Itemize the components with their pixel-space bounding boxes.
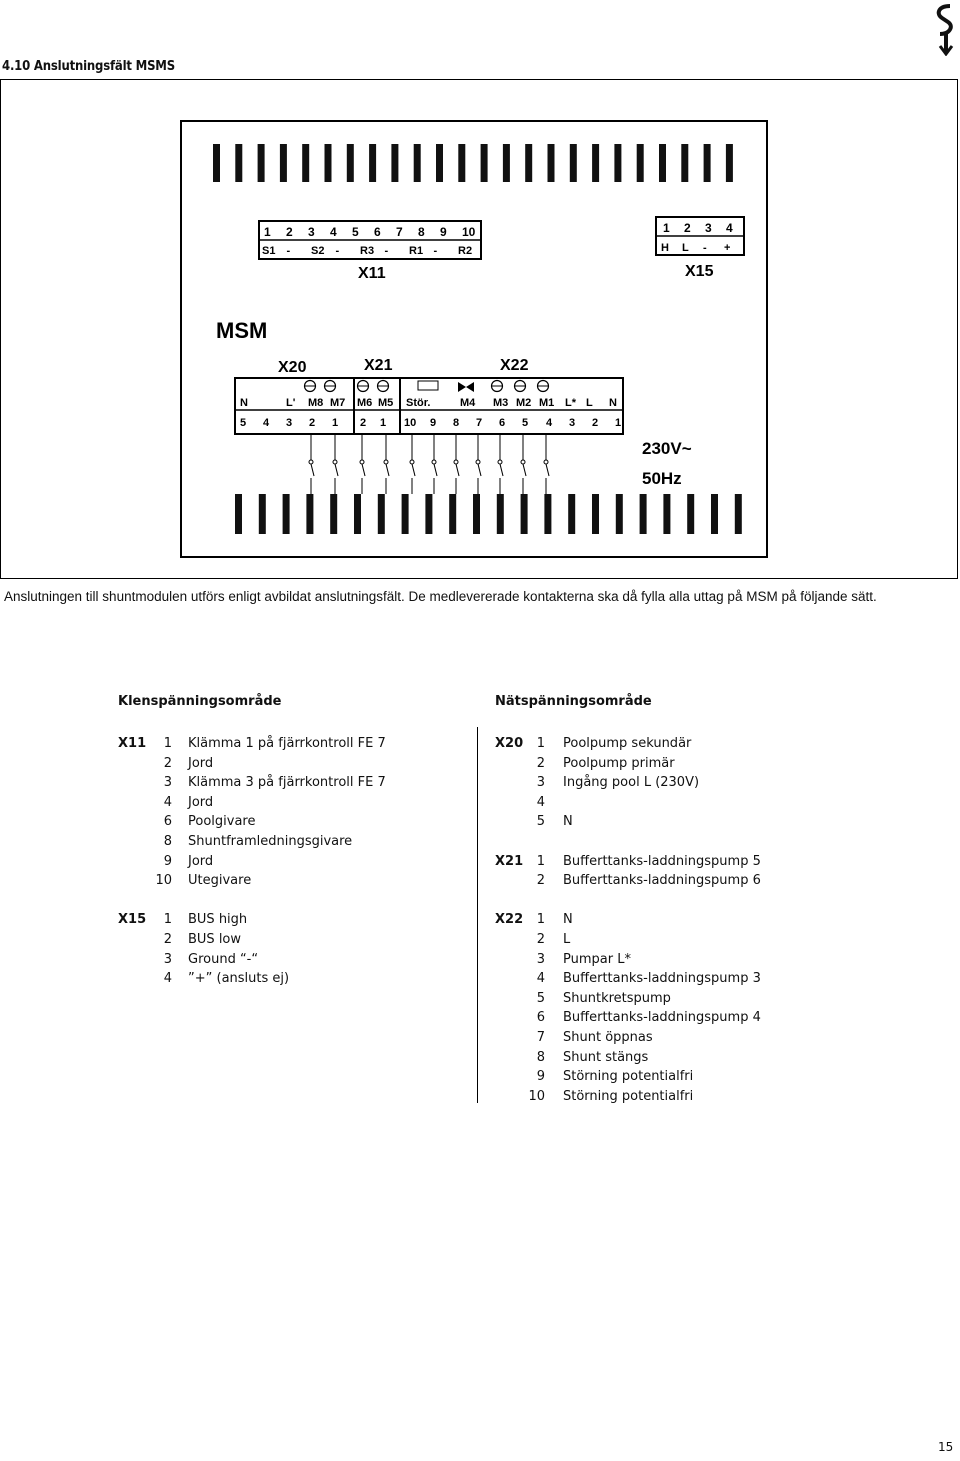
connector-pin — [325, 144, 332, 182]
connector-pin — [378, 494, 385, 534]
terminal-number: 8 — [536, 1049, 545, 1065]
connector-pin — [640, 494, 647, 534]
terminal-number: 1 — [615, 417, 622, 429]
connector-pin — [213, 144, 220, 182]
terminal-number: 9 — [163, 853, 172, 869]
terminal-number: 4 — [536, 794, 545, 810]
connector-pin — [235, 144, 242, 182]
terminal-number: 6 — [163, 814, 172, 830]
terminal-signal: M5 — [378, 397, 394, 409]
page-number: 15 — [938, 1440, 954, 1454]
connector-pin — [259, 494, 266, 534]
terminal-signal: M7 — [330, 397, 346, 409]
terminal-group-name: X11 — [118, 736, 147, 751]
terminal-number: 4 — [536, 971, 545, 987]
terminal-number: 4 — [546, 417, 553, 429]
terminal-signal: Stör. — [406, 397, 431, 409]
frequency-label: 50Hz — [642, 469, 682, 488]
connector-pin — [497, 494, 504, 534]
terminal-description: Ingång pool L (230V) — [563, 775, 700, 791]
terminal-number: 5 — [536, 814, 545, 830]
terminal-number: 2 — [536, 755, 545, 771]
terminal-description: N — [563, 912, 573, 928]
terminal-group-name: X22 — [495, 912, 524, 928]
terminal-description: Shunt öppnas — [563, 1029, 653, 1045]
terminal-number: 2 — [163, 755, 172, 771]
terminal-description: ”+” (ansluts ej) — [188, 971, 290, 987]
terminal-description: Poolgivare — [188, 814, 256, 830]
connector-pin — [711, 494, 718, 534]
connector-pin — [704, 144, 711, 182]
terminal-signal: L — [586, 397, 593, 409]
terminal-number: 9 — [430, 417, 437, 429]
connector-pin — [637, 144, 644, 182]
connector-pin — [735, 494, 742, 534]
connector-pin — [525, 144, 532, 182]
connector-pin — [330, 494, 337, 534]
connector-pin — [414, 144, 421, 182]
terminal-text: - — [384, 245, 389, 257]
terminal-number: 3 — [536, 951, 545, 967]
connector-pin — [280, 144, 287, 182]
terminal-number: 3 — [569, 417, 576, 429]
terminal-description: Jord — [188, 853, 214, 869]
terminal-number: 1 — [380, 417, 387, 429]
connector-pin — [681, 144, 688, 182]
msm-label: MSM — [216, 318, 268, 343]
connector-pin — [659, 144, 666, 182]
terminal-description: Shuntkretspump — [563, 990, 671, 1006]
connector-pin — [473, 494, 480, 534]
terminal-number: 8 — [453, 417, 460, 429]
connector-pin — [347, 144, 354, 182]
terminal-number: 9 — [536, 1069, 545, 1085]
right-column-title: Nätspänningsområde — [495, 694, 652, 709]
terminal-description: Bufferttanks-laddningspump 6 — [563, 873, 761, 889]
connector-pin — [283, 494, 290, 534]
terminal-text: 1 — [264, 225, 271, 239]
terminal-description: BUS low — [188, 931, 242, 947]
terminal-description: Störning potentialfri — [563, 1088, 694, 1104]
brand-logo-icon — [928, 2, 958, 56]
connector-pin — [616, 494, 623, 534]
left-column-title: Klenspänningsområde — [118, 694, 282, 709]
terminal-signal: N — [609, 397, 617, 409]
terminal-description: Utegivare — [188, 873, 252, 889]
terminal-number: 3 — [163, 951, 172, 967]
terminal-group-name: X20 — [495, 736, 524, 751]
terminal-description: Klämma 1 på fjärrkontroll FE 7 — [188, 736, 386, 751]
terminal-description: Ground “-“ — [188, 951, 259, 967]
terminal-text: H — [661, 242, 669, 254]
terminal-number: 3 — [163, 775, 172, 791]
terminal-description: BUS high — [188, 912, 248, 928]
terminal-group-name: X21 — [495, 853, 524, 869]
wire-switches — [309, 434, 549, 494]
terminal-number: 1 — [536, 853, 545, 869]
terminal-signal: L* — [565, 397, 576, 409]
terminal-signal: L' — [286, 397, 296, 409]
terminal-number: 1 — [536, 912, 545, 928]
connector-pin — [726, 144, 733, 182]
terminal-number: 2 — [309, 417, 316, 429]
top-connector-strip — [213, 144, 733, 182]
terminal-number: 6 — [536, 1010, 545, 1026]
terminal-text: - — [703, 242, 707, 254]
connector-pin — [369, 144, 376, 182]
terminal-text: 10 — [462, 225, 476, 239]
connector-pin — [570, 144, 577, 182]
connector-pin — [481, 144, 488, 182]
terminal-number: 10 — [528, 1088, 545, 1104]
terminal-text: 4 — [330, 225, 337, 239]
terminal-number: 3 — [536, 775, 545, 791]
connector-pin — [354, 494, 361, 534]
terminal-number: 6 — [499, 417, 506, 429]
voltage-label: 230V~ — [642, 439, 692, 458]
terminal-signal: M4 — [460, 397, 476, 409]
x11-terminal-block — [259, 221, 481, 282]
terminal-number: 4 — [163, 794, 172, 810]
terminal-text: 2 — [286, 225, 293, 239]
terminal-number: 1 — [163, 736, 172, 751]
terminal-signal: N — [240, 397, 248, 409]
connector-pin — [544, 494, 551, 534]
terminal-number: 4 — [163, 971, 172, 987]
connector-pin — [663, 494, 670, 534]
terminal-signal: M3 — [493, 397, 509, 409]
terminal-number: 7 — [476, 417, 483, 429]
terminal-text: 9 — [440, 225, 447, 239]
terminal-text: - — [335, 245, 340, 257]
intro-paragraph: Anslutningen till shuntmodulen utförs enligt avbildat anslutningsfält. De medlevererade kontakterna ska då fylla alla uttag på MSM på följande sätt. — [4, 589, 877, 604]
connector-pin — [521, 494, 528, 534]
connector-pin — [258, 144, 265, 182]
terminal-description: Bufferttanks-laddningspump 5 — [563, 853, 761, 869]
x22-label: X22 — [500, 357, 529, 374]
terminal-signal: M2 — [516, 397, 532, 409]
column-divider — [477, 727, 478, 1103]
terminal-number: 2 — [592, 417, 599, 429]
x15-terminal-block — [656, 217, 744, 280]
terminal-number: 10 — [155, 873, 172, 889]
bottom-connector-strip — [235, 494, 742, 534]
terminal-text: 4 — [726, 221, 733, 235]
connector-pin — [568, 494, 575, 534]
terminal-description: Poolpump sekundär — [563, 736, 692, 751]
terminal-description: Jord — [188, 755, 214, 771]
terminal-text: R3 — [360, 245, 375, 257]
connector-pin — [449, 494, 456, 534]
terminal-number: 10 — [404, 417, 417, 429]
connector-pin — [306, 494, 313, 534]
terminal-text: - — [433, 245, 438, 257]
terminal-text: 5 — [352, 225, 359, 239]
terminal-text: R2 — [458, 245, 473, 257]
terminal-number: 2 — [536, 873, 545, 889]
terminal-description: Bufferttanks-laddningspump 3 — [563, 971, 761, 987]
terminal-description: Störning potentialfri — [563, 1069, 694, 1085]
terminal-description: Jord — [188, 794, 214, 810]
terminal-number: 8 — [163, 833, 172, 849]
terminal-description: Poolpump primär — [563, 755, 675, 771]
connector-pin — [687, 494, 694, 534]
connector-pin — [235, 494, 242, 534]
connector-pin — [425, 494, 432, 534]
connector-pin — [302, 144, 309, 182]
terminal-text: + — [724, 242, 731, 254]
terminal-text: S1 — [262, 245, 276, 257]
x21-label: X21 — [364, 357, 393, 374]
terminal-signal: M6 — [357, 397, 373, 409]
terminal-number: 3 — [286, 417, 293, 429]
terminal-number: 2 — [163, 931, 172, 947]
terminal-description: Shunt stängs — [563, 1049, 649, 1065]
terminal-signal: M1 — [539, 397, 555, 409]
relay-icon — [418, 381, 438, 390]
terminal-signal: M8 — [308, 397, 324, 409]
terminal-text: 1 — [663, 221, 670, 235]
connector-pin — [548, 144, 555, 182]
terminal-text: R1 — [409, 245, 424, 257]
terminal-text: S2 — [311, 245, 325, 257]
terminal-description: L — [563, 931, 571, 947]
terminal-diagram — [180, 120, 768, 558]
x15-label: X15 — [685, 263, 714, 280]
terminal-description: Pumpar L* — [563, 951, 631, 967]
terminal-text: 6 — [374, 225, 381, 239]
terminal-text: 7 — [396, 225, 403, 239]
terminal-number: 7 — [536, 1029, 545, 1045]
terminal-number: 1 — [332, 417, 339, 429]
x20-label: X20 — [278, 359, 307, 376]
terminal-text: - — [286, 245, 291, 257]
terminal-number: 5 — [522, 417, 529, 429]
terminal-number: 1 — [163, 912, 172, 928]
connector-pin — [503, 144, 510, 182]
power-terminal-row — [235, 378, 623, 434]
terminal-number: 4 — [263, 417, 270, 429]
terminal-text: 3 — [308, 225, 315, 239]
terminal-number: 2 — [536, 931, 545, 947]
terminal-text: 8 — [418, 225, 425, 239]
terminal-text: 2 — [684, 221, 691, 235]
terminal-text: L — [682, 242, 689, 254]
terminal-number: 2 — [360, 417, 367, 429]
valve-icon — [458, 382, 474, 392]
connector-pin — [402, 494, 409, 534]
terminal-description: Klämma 3 på fjärrkontroll FE 7 — [188, 775, 386, 791]
terminal-description: Shuntframledningsgivare — [188, 833, 353, 849]
terminal-description: Bufferttanks-laddningspump 4 — [563, 1010, 761, 1026]
terminal-text: 3 — [705, 221, 712, 235]
connector-pin — [391, 144, 398, 182]
terminal-number: 5 — [240, 417, 247, 429]
terminal-number: 5 — [536, 990, 545, 1006]
connector-pin — [436, 144, 443, 182]
connector-pin — [592, 494, 599, 534]
section-heading: 4.10 Anslutningsfält MSMS — [2, 59, 175, 74]
terminal-group-name: X15 — [118, 912, 147, 928]
terminal-description: N — [563, 814, 573, 830]
connector-pin — [592, 144, 599, 182]
x11-label: X11 — [358, 265, 386, 282]
connector-pin — [614, 144, 621, 182]
terminal-number: 1 — [536, 736, 545, 751]
connector-pin — [458, 144, 465, 182]
